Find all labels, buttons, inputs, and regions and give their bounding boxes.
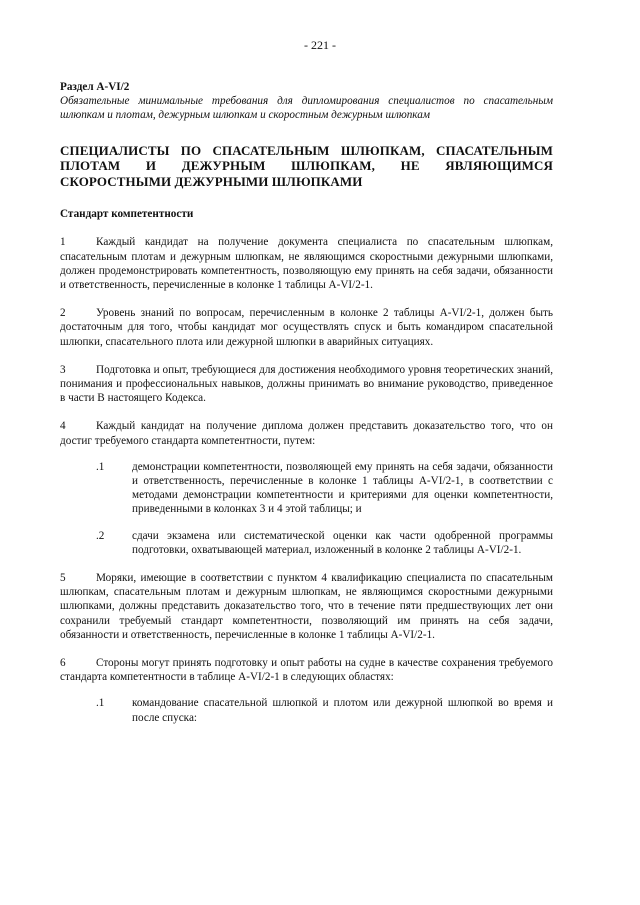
paragraph-5 [60,571,553,642]
list-item-number: .1 [96,460,105,473]
paragraph-text: Моряки, имеющие в соответствии с пунктом 4 квалификацию специалиста по спасательным шлюпкам, спасательным плотам и дежурным шлюпкам, не являющимся скоростными дежурными шлюпками, должны представить доказательство того, что в течение пяти предшествующих лет они сохранили требуемый стандарт компетентности, позволяющий им принять на себя задачи, обязанности и ответственность, перечисленные в колонке 1 таблицы A-VI/2-1. [60,571,553,641]
list-item-text: сдачи экзамена или систематической оценки как части одобренной программы подготовки, охватывающей материал, изложенный в колонке 2 таблицы A-VI/2-1. [132,529,553,556]
paragraph-6 [60,656,553,684]
paragraph-2 [60,306,553,349]
list-item-number: .1 [96,697,105,710]
page-content [60,80,553,725]
paragraph-3 [60,363,553,406]
paragraph-number: 6 [60,656,66,669]
list-item-4-1 [60,460,553,517]
paragraph-number: 3 [60,363,66,376]
paragraph-number: 5 [60,571,66,584]
list-item-text: демонстрации компетентности, позволяющей ему принять на себя задачи, обязанности и ответственность, перечисленные в колонке 1 таблицы A-VI/2-1, в соответствии с методами демонстрации компетентности и критериями для оценки компетентности, приведенными в колонках 3 и 4 этой таблицы; и [132,460,553,516]
competence-subheading: Стандарт компетентности [60,208,194,221]
paragraph-number: 4 [60,420,66,433]
paragraph-text: Каждый кандидат на получение документа специалиста по спасательным шлюпкам, спасательным плотам и дежурным шлюпкам, не являющимся скоростными дежурными шлюпками, должен продемонстрировать компетентность, позволяющую ему принять на себя задачи, обязанности и ответственность, перечисленные в колонке 1 таблицы A-VI/2-1. [60,236,553,291]
list-item-6-1 [60,696,553,724]
list-item-number: .2 [96,529,105,542]
paragraph-text: Уровень знаний по вопросам, перечисленным в колонке 2 таблицы A-VI/2-1, должен быть достаточным для того, чтобы кандидат мог осуществлять спуск и быть командиром спасательной шлюпки, спасательного плота или дежурной шлюпки в аварийных ситуациях. [60,307,553,348]
paragraph-text: Каждый кандидат на получение диплома должен представить доказательство того, что он достиг требуемого стандарта компетентности, путем: [60,420,553,447]
main-heading: СПЕЦИАЛИСТЫ ПО СПАСАТЕЛЬНЫМ ШЛЮПКАМ, СПАСАТЕЛЬНЫМ ПЛОТАМ И ДЕЖУРНЫМ ШЛЮПКАМ, НЕ ЯВЛЯЮЩИМСЯ СКОРОСТНЫМИ ДЕЖУРНЫМИ ШЛЮПКАМИ [60,142,553,189]
paragraph-1 [60,235,553,292]
list-item-text: командование спасательной шлюпкой и плотом или дежурной шлюпкой во время и после спуска: [132,697,553,724]
section-subtitle: Обязательные минимальные требования для дипломирования специалистов по спасательным шлюпкам и плотам, дежурным шлюпкам и скоростным дежурным шлюпкам [60,95,553,122]
paragraph-4 [60,419,553,447]
page-number: - 221 - [304,38,336,52]
paragraph-text: Стороны могут принять подготовку и опыт работы на судне в качестве сохранения требуемого стандарта компетентности в таблице A-VI/2-1 в следующих областях: [60,656,553,684]
list-item-4-2 [60,529,553,557]
section-title: Раздел A-VI/2 [60,81,130,93]
paragraph-number: 2 [60,307,66,320]
paragraph-text: Подготовка и опыт, требующиеся для достижения необходимого уровня теоретических знаний, понимания и профессиональных навыков, должны принимать во внимание руководство, приведенное в части В настоящего Кодекса. [60,363,553,405]
paragraph-number: 1 [60,236,66,249]
